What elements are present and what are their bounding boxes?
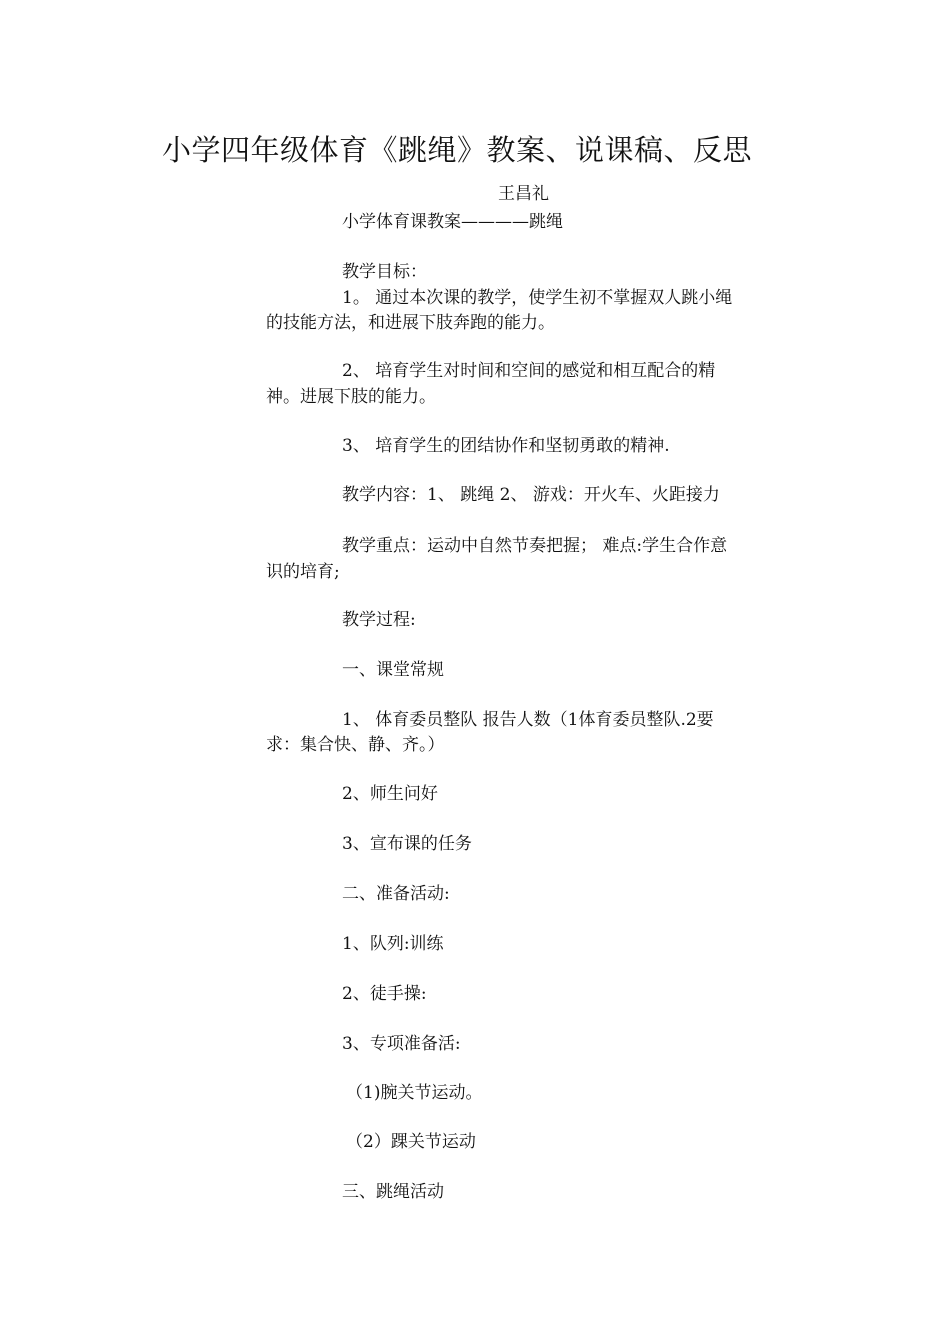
- routine-1-line-2: 求：集合快、静、齐。）: [266, 735, 445, 755]
- objective-3: 3、 培育学生的团结协作和坚韧勇敢的精神.: [342, 436, 670, 456]
- objective-2-line-2: 神。进展下肢的能力。: [266, 387, 436, 407]
- warmup-3-item-1: （1)腕关节运动。: [346, 1083, 483, 1103]
- warmup-3: 3、专项准备活:: [342, 1034, 461, 1054]
- routine-1-line-1: 1、 体育委员整队 报告人数（1体育委员整队.2要: [342, 710, 714, 730]
- section-1-heading: 一、课堂常规: [342, 660, 444, 680]
- objectives-heading: 教学目标：: [342, 262, 427, 282]
- objective-1-line-2: 的技能方法，和进展下肢奔跑的能力。: [266, 313, 555, 333]
- teaching-content: 教学内容：1、 跳绳 2、 游戏：开火车、火距接力: [342, 485, 720, 505]
- warmup-2: 2、徒手操:: [342, 984, 427, 1004]
- section-2-heading: 二、准备活动:: [342, 884, 450, 904]
- lesson-plan-heading: 小学体育课教案————跳绳: [342, 212, 563, 232]
- routine-2: 2、师生问好: [342, 784, 438, 804]
- document-title: 小学四年级体育《跳绳》教案、说课稿、反思: [162, 133, 753, 167]
- process-heading: 教学过程:: [342, 610, 416, 630]
- key-points-line-1: 教学重点：运动中自然节奏把握； 难点:学生合作意: [342, 536, 728, 556]
- objective-1-line-1: 1。 通过本次课的教学，使学生初不掌握双人跳小绳: [342, 288, 733, 308]
- objective-2-line-1: 2、 培育学生对时间和空间的感觉和相互配合的精: [342, 361, 716, 381]
- routine-3: 3、宣布课的任务: [342, 834, 472, 854]
- author-name: 王昌礼: [498, 184, 549, 204]
- section-3-heading: 三、跳绳活动: [342, 1182, 444, 1202]
- key-points-line-2: 识的培育;: [266, 562, 340, 582]
- warmup-1: 1、队列:训练: [342, 934, 444, 954]
- warmup-3-item-2: （2）踝关节运动: [346, 1132, 476, 1152]
